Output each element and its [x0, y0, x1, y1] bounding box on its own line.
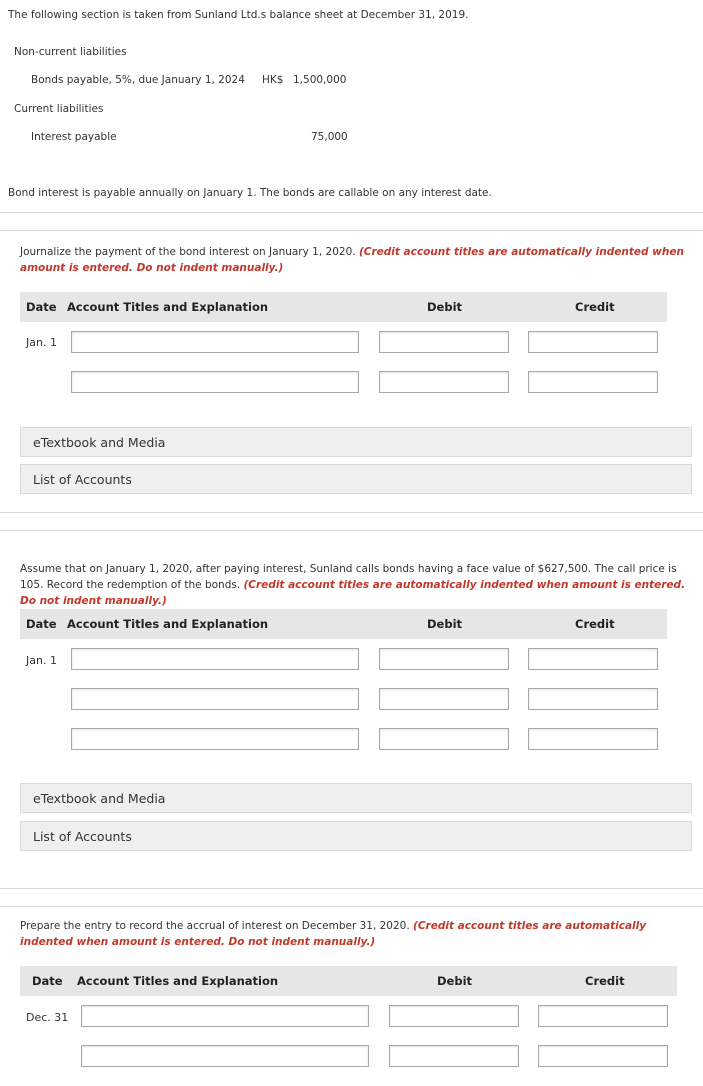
list-of-accounts-button[interactable]: List of Accounts	[20, 821, 692, 851]
header-debit: Debit	[437, 974, 473, 988]
part2-credit-input[interactable]	[528, 688, 658, 710]
part3-debit-input[interactable]	[389, 1045, 519, 1067]
header-account: Account Titles and Explanation	[77, 974, 279, 988]
interest-label: Interest payable	[31, 131, 117, 143]
part2-table-header	[20, 609, 667, 639]
part2-date: Jan. 1	[26, 654, 57, 667]
divider	[0, 212, 703, 213]
bonds-currency: HK$	[262, 74, 284, 86]
header-date: Date	[26, 300, 57, 314]
bonds-amount: 1,500,000	[293, 74, 347, 86]
bond-note: Bond interest is payable annually on January 1. The bonds are callable on any interest date.	[8, 187, 492, 199]
header-credit: Credit	[575, 300, 615, 314]
part3-table-header	[20, 966, 677, 996]
divider	[0, 888, 703, 889]
header-date: Date	[32, 974, 63, 988]
etextbook-button[interactable]: eTextbook and Media	[20, 427, 692, 457]
header-credit: Credit	[575, 617, 615, 631]
part2-account-input[interactable]	[71, 648, 359, 670]
header-account: Account Titles and Explanation	[67, 617, 269, 631]
part1-date: Jan. 1	[26, 336, 57, 349]
part3-debit-input[interactable]	[389, 1005, 519, 1027]
part1-account-input[interactable]	[71, 371, 359, 393]
header-credit: Credit	[585, 974, 625, 988]
current-heading: Current liabilities	[14, 103, 104, 115]
part3-credit-input[interactable]	[538, 1005, 668, 1027]
part2-account-input[interactable]	[71, 688, 359, 710]
part1-debit-input[interactable]	[379, 371, 509, 393]
intro-text: The following section is taken from Sunland Ltd.s balance sheet at December 31, 2019.	[8, 9, 469, 21]
header-account: Account Titles and Explanation	[67, 300, 269, 314]
part2-credit-input[interactable]	[528, 648, 658, 670]
header-debit: Debit	[427, 300, 463, 314]
part1-credit-input[interactable]	[528, 371, 658, 393]
part1-debit-input[interactable]	[379, 331, 509, 353]
part3-credit-input[interactable]	[538, 1045, 668, 1067]
header-debit: Debit	[427, 617, 463, 631]
header-date: Date	[26, 617, 57, 631]
part2-debit-input[interactable]	[379, 648, 509, 670]
list-of-accounts-button[interactable]: List of Accounts	[20, 464, 692, 494]
part3-note: (Credit account titles are automatically indented when amount is entered. Do not indent manually.)	[20, 920, 647, 948]
part2-debit-input[interactable]	[379, 728, 509, 750]
part1-instruction: Journalize the payment of the bond interest on January 1, 2020. (Credit account titles are automatically indented when amount is entered. Do not indent manually.)	[20, 246, 684, 274]
noncurrent-heading: Non-current liabilities	[14, 46, 127, 58]
divider	[0, 530, 703, 531]
part1-credit-input[interactable]	[528, 331, 658, 353]
part2-note: (Credit account titles are automatically indented when amount is entered. Do not indent manually.)	[20, 579, 686, 607]
part1-account-input[interactable]	[71, 331, 359, 353]
divider	[0, 512, 703, 513]
part3-instruction: Prepare the entry to record the accrual of interest on December 31, 2020. (Credit account titles are automatically indented when amount is entered. Do not indent manually.)	[20, 920, 647, 948]
part3-account-input[interactable]	[81, 1045, 369, 1067]
part2-account-input[interactable]	[71, 728, 359, 750]
etextbook-button[interactable]: eTextbook and Media	[20, 783, 692, 813]
part1-table-header	[20, 292, 667, 322]
part3-account-input[interactable]	[81, 1005, 369, 1027]
part2-credit-input[interactable]	[528, 728, 658, 750]
interest-amount: 75,000	[311, 131, 348, 143]
part3-date: Dec. 31	[26, 1011, 69, 1024]
part1-note: (Credit account titles are automatically indented when amount is entered. Do not indent manually.)	[20, 246, 684, 274]
bonds-label: Bonds payable, 5%, due January 1, 2024	[31, 74, 245, 86]
part2-instruction: Assume that on January 1, 2020, after paying interest, Sunland calls bonds having a face value of $627,500. The call price is 105. Record the redemption of the bonds. (Credit account titles are automatically indented when amount is entered. Do not indent manually.)	[20, 563, 686, 607]
part2-debit-input[interactable]	[379, 688, 509, 710]
divider	[0, 230, 703, 231]
divider	[0, 906, 703, 907]
